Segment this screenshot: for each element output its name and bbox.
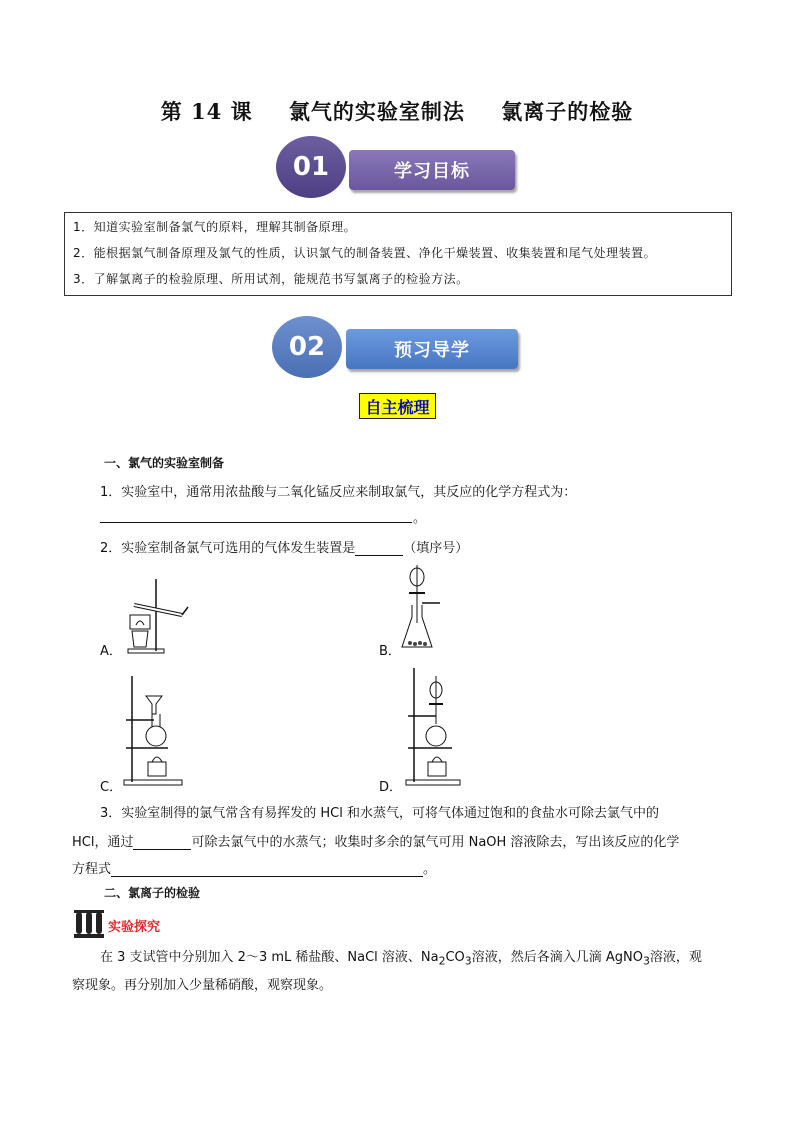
question-1: 1．实验室中，通常用浓盐酸与二氧化锰反应来制取氯气，其反应的化学方程式为：	[100, 485, 577, 500]
exp-text-d: 溶液，观	[649, 950, 702, 965]
goal-item: 1．知道实验室制备氯气的原料，理解其制备原理。	[73, 220, 357, 234]
exp-sub-2: 3	[464, 954, 472, 968]
section2-number: 02	[272, 316, 342, 378]
exp-text-a: 在 3 支试管中分别加入 2～3 mL 稀盐酸、NaCl 溶液、Na	[100, 950, 439, 965]
option-b: B．	[379, 644, 401, 659]
option-c: C．	[100, 780, 123, 795]
q3-line3-end: 。	[423, 862, 437, 877]
question-3-line1: 3．实验室制得的氯气常含有易挥发的 HCl 和水蒸气，可将气体通过饱和的食盐水可除去氯气中的	[100, 806, 660, 821]
goal-item: 2．能根据氯气制备原理及氯气的性质，认识氯气的制备装置、净化干燥装置、收集装置和尾气处理装置。	[73, 246, 657, 260]
question-2	[100, 537, 468, 556]
section2-label: 预习导学	[346, 329, 518, 369]
exp-text-b: CO	[445, 950, 465, 965]
apparatus-b	[400, 563, 450, 655]
question-3-line2	[72, 831, 679, 850]
q2-text: 2．实验室制备氯气可选用的气体发生装置是	[100, 541, 356, 556]
apparatus-c	[118, 672, 188, 788]
lesson-number: 第 14 课	[160, 99, 253, 124]
title-part2: 氯离子的检验	[501, 99, 634, 124]
experiment-line1	[100, 946, 702, 968]
section1-number: 01	[276, 136, 346, 198]
option-d: D．	[379, 780, 403, 795]
answer-blank-1[interactable]	[100, 522, 412, 523]
q2-end: （填序号）	[403, 541, 469, 556]
q1-end: 。	[413, 511, 427, 526]
q3-line2-end: 可除去氯气中的水蒸气；收集时多余的氯气可用 NaOH 溶液除去，写出该反应的化学	[191, 835, 680, 850]
apparatus-d	[400, 664, 470, 788]
apparatus-a	[120, 575, 200, 655]
page-title	[0, 96, 794, 126]
experiment-label: 实验探究	[108, 920, 161, 935]
answer-blank-4[interactable]	[111, 861, 423, 877]
part2-heading: 二、氯离子的检验	[104, 886, 201, 900]
experiment-line2: 察现象。再分别加入少量稀硝酸，观察现象。	[72, 978, 333, 993]
section1-label: 学习目标	[349, 150, 515, 190]
test-tubes-icon	[74, 910, 104, 938]
answer-blank-3[interactable]	[133, 834, 191, 850]
goal-item: 3．了解氯离子的检验原理、所用试剂，能规范书写氯离子的检验方法。	[73, 272, 469, 286]
title-part1: 氯气的实验室制法	[288, 99, 465, 124]
option-a: A．	[100, 644, 122, 659]
exp-text-c: 溶液，然后各滴入几滴 AgNO	[471, 950, 643, 965]
goals-box	[64, 212, 732, 296]
self-study-tag: 自主梳理	[359, 393, 436, 419]
exp-sub-1: 2	[438, 954, 446, 968]
q3-line3-start: 方程式	[72, 862, 112, 877]
question-3-line3	[72, 858, 436, 877]
exp-sub-3: 3	[642, 954, 650, 968]
part1-heading: 一、氯气的实验室制备	[104, 456, 225, 470]
q3-line2-start: HCl，通过	[72, 835, 134, 850]
answer-blank-2[interactable]	[355, 540, 403, 556]
